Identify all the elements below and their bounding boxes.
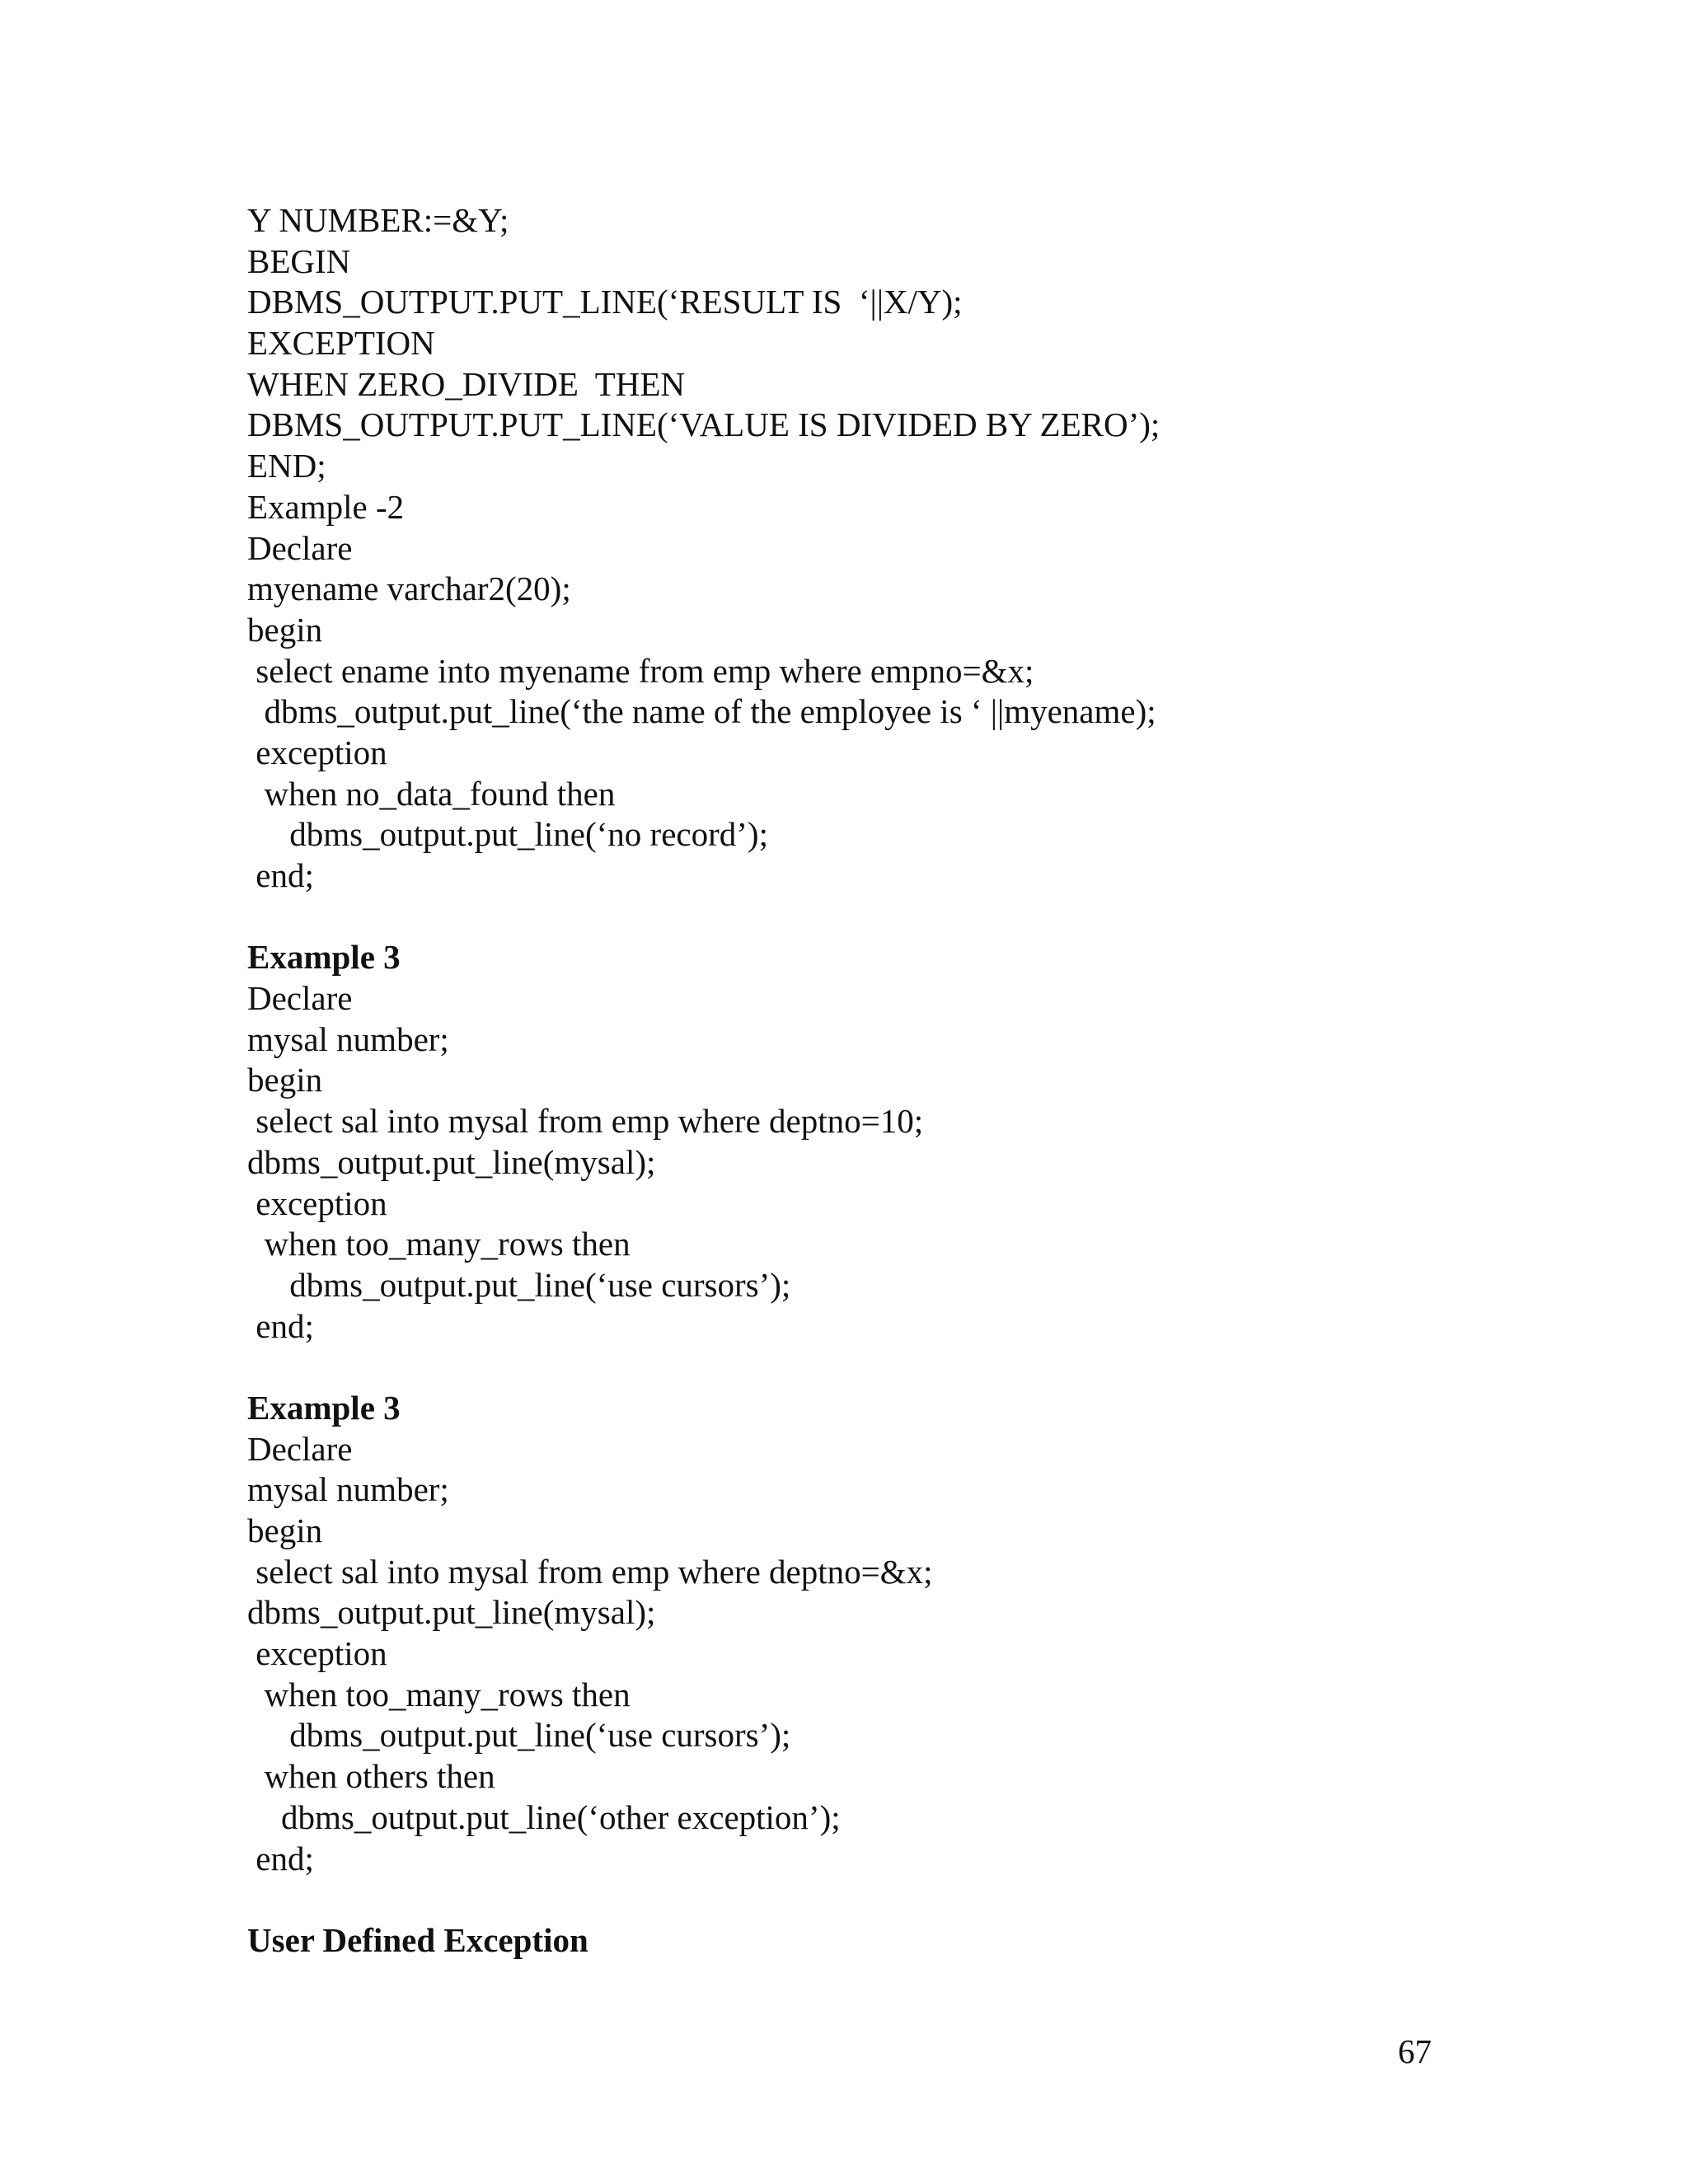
code-line: begin [247, 1061, 323, 1099]
code-line: dbms_output.put_line(‘use cursors’); [247, 1265, 791, 1304]
code-line: EXCEPTION [247, 324, 435, 363]
code-line: END; [247, 447, 326, 485]
code-line: when others then [247, 1757, 495, 1796]
code-line: Declare [247, 1429, 353, 1468]
code-line: begin [247, 610, 323, 649]
page-number: 67 [1398, 2032, 1432, 2070]
code-line: begin [247, 1511, 323, 1549]
blank-line [247, 1347, 1484, 1388]
code-line: DBMS_OUTPUT.PUT_LINE(‘RESULT IS ‘||X/Y); [247, 283, 963, 321]
code-line: end; [247, 1839, 314, 1877]
code-line: Example -2 [247, 487, 405, 526]
code-line: dbms_output.put_line(‘use cursors’); [247, 1716, 791, 1755]
code-line: when no_data_found then [247, 774, 616, 813]
blank-line [247, 1879, 1484, 1920]
code-line: dbms_output.put_line(mysal); [247, 1593, 656, 1632]
code-line: end; [247, 1306, 314, 1345]
code-line: mysal number; [247, 1019, 449, 1058]
code-line: WHEN ZERO_DIVIDE THEN [247, 364, 685, 403]
code-line: when too_many_rows then [247, 1225, 631, 1263]
code-line: Declare [247, 979, 353, 1018]
code-line: select sal into mysal from emp where deptno=&x; [247, 1552, 933, 1591]
code-line: myename varchar2(20); [247, 569, 571, 608]
code-line: dbms_output.put_line(‘other exception’); [247, 1797, 841, 1836]
code-line: exception [247, 733, 387, 771]
code-line: exception [247, 1183, 387, 1222]
code-line: select ename into myename from emp where empno=&x; [247, 651, 1034, 690]
code-line: Y NUMBER:=&Y; [247, 201, 509, 239]
code-line: Declare [247, 528, 353, 567]
code-line: dbms_output.put_line(‘the name of the employee is ‘ ||myename); [247, 692, 1156, 731]
section-heading: Example 3 [247, 1388, 401, 1427]
blank-line [247, 897, 1484, 938]
code-line: mysal number; [247, 1470, 449, 1509]
code-line: when too_many_rows then [247, 1675, 631, 1713]
document-body [247, 200, 1484, 1961]
code-line: BEGIN [247, 241, 351, 280]
code-line: dbms_output.put_line(‘no record’); [247, 815, 768, 854]
section-heading: User Defined Exception [247, 1920, 588, 1959]
section-heading: Example 3 [247, 938, 401, 977]
code-line: select sal into mysal from emp where deptno=10; [247, 1102, 924, 1141]
code-line: exception [247, 1634, 387, 1673]
code-line: DBMS_OUTPUT.PUT_LINE(‘VALUE IS DIVIDED BY ZERO’); [247, 405, 1160, 444]
code-line: dbms_output.put_line(mysal); [247, 1142, 656, 1181]
code-line: end; [247, 856, 314, 894]
